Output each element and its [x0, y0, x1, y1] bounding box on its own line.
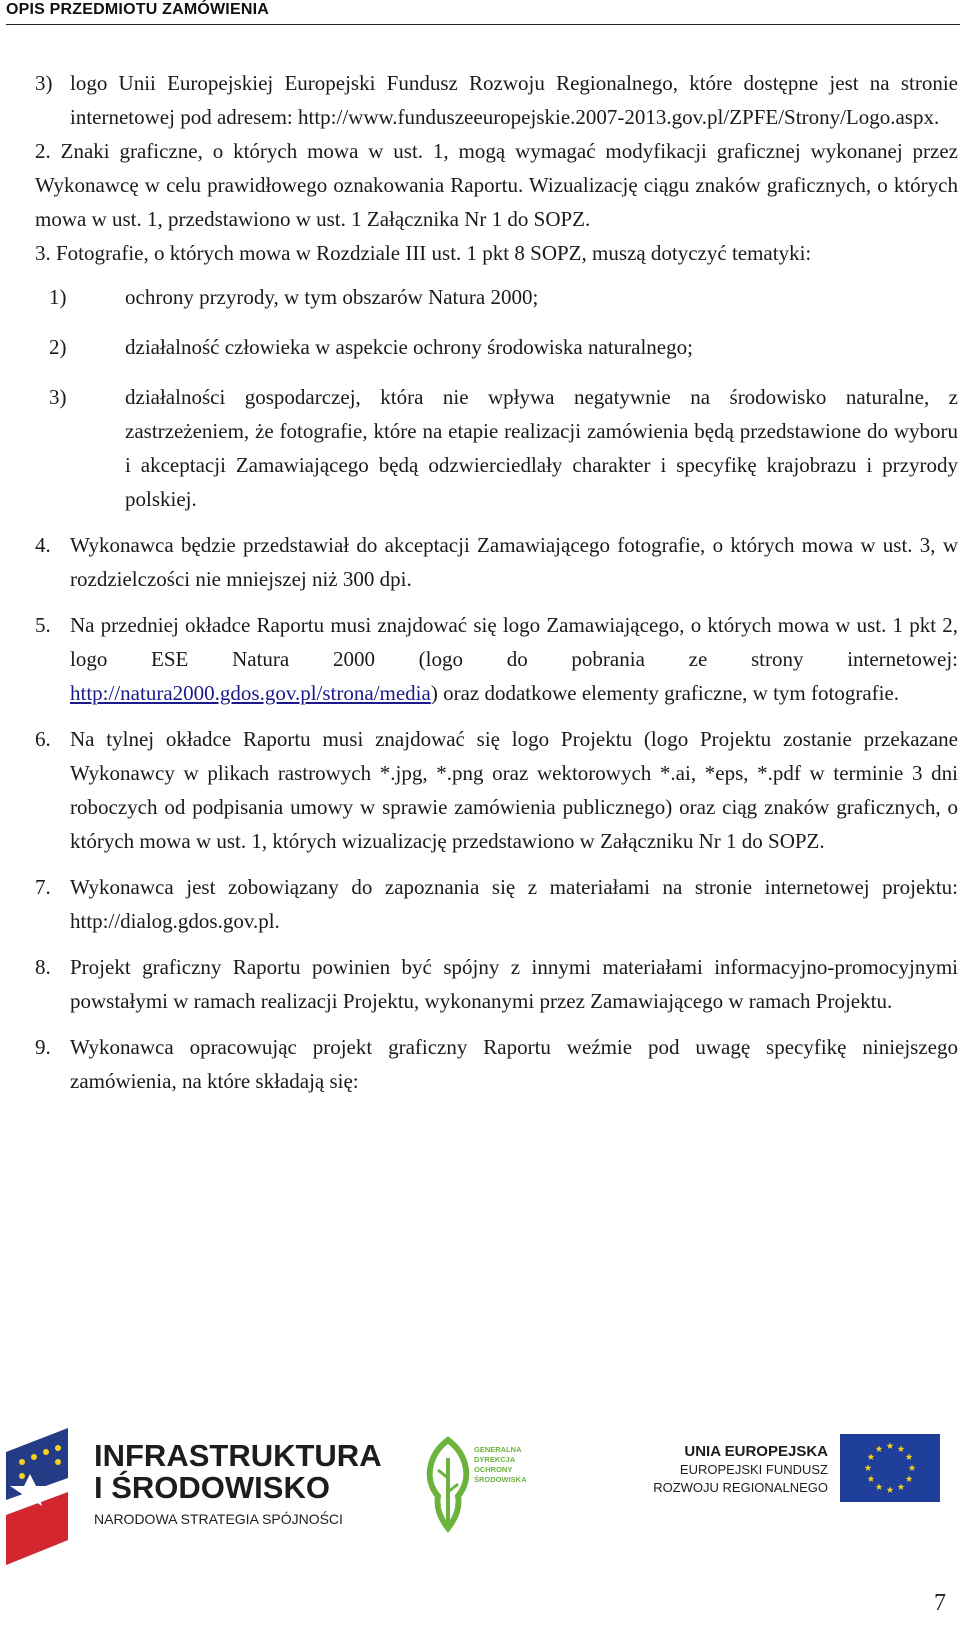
sub-list-item [35, 380, 958, 516]
list-item [35, 870, 958, 938]
document-body [35, 66, 958, 1098]
item-text: ochrony przyrody, w tym obszarów Natura 2000; [125, 285, 539, 309]
eu-line1: UNIA EUROPEJSKA [684, 1443, 828, 1460]
footer-logos [0, 1400, 960, 1630]
gdos-line2: DYREKCJA [474, 1455, 516, 1464]
eu-line3: ROZWOJU REGIONALNEGO [653, 1480, 828, 1495]
item-text: działalności gospodarczej, która nie wpływa negatywnie na środowisko naturalne, z zastrzeżeniem, że fotografie, które na etapie realizacji zamówienia będą przedstawione do wyboru i akceptacji Zamawiającego będą odzwierciedlały charakter i specyfikę krajobrazu i przyrody polskiej. [125, 385, 958, 511]
item-text: Na przedniej okładce Raportu musi znajdować się logo Zamawiającego, o których mowa w ust. 1 pkt 2, logo ESE Natura 2000 (logo do pobrania ze strony internetowej: [70, 613, 958, 671]
gdos-logo [430, 1440, 527, 1528]
item-number: 7. [35, 875, 51, 899]
page-number: 7 [934, 1590, 946, 1616]
eu-line2: EUROPEJSKI FUNDUSZ [679, 1462, 828, 1477]
item-text: Wykonawca opracowując projekt graficzny Raportu weźmie pod uwagę specyfikę niniejszego zamówienia, na które składają się: [70, 1035, 958, 1093]
natura2000-link[interactable]: http://natura2000.gdos.gov.pl/strona/media [70, 681, 431, 705]
item-number: 5. [35, 613, 51, 637]
logos-svg [0, 1400, 960, 1630]
sub-list-item [35, 330, 958, 364]
item-number: 3. [35, 241, 51, 265]
list-item [35, 1030, 958, 1098]
item-text: Wykonawca będzie przedstawiał do akceptacji Zamawiającego fotografie, o których mowa w ust. 3, w rozdzielczości nie mniejszej niż 300 dpi. [70, 533, 958, 591]
list-item [35, 608, 958, 710]
list-item [35, 722, 958, 858]
infra-line3: NARODOWA STRATEGIA SPÓJNOŚCI [94, 1511, 343, 1527]
infrastruktura-logo [6, 1428, 382, 1565]
gdos-line4: ŚRODOWISKA [474, 1475, 527, 1484]
item-number: 9. [35, 1035, 51, 1059]
item-number: 6. [35, 727, 51, 751]
item-number: 1) [49, 285, 67, 309]
gdos-line1: GENERALNA [474, 1445, 522, 1454]
item-text: Projekt graficzny Raportu powinien być spójny z innymi materiałami informacyjno-promocyjnymi powstałymi w ramach realizacji Projektu, wykonanymi przez Zamawiającego w ramach Projektu. [70, 955, 958, 1013]
sub-list-item [35, 280, 958, 314]
item-text: Na tylnej okładce Raportu musi znajdować się logo Projektu (logo Projektu zostanie przekazane Wykonawcy w plikach rastrowych *.jpg, *.png oraz wektorowych *.ai, *eps, *.pdf w terminie 3 dni roboczych od podpisania umowy w sprawie zamówienia publicznego) oraz ciąg znaków graficznych, o których mowa w ust. 1, których wizualizację przedstawiono w Załączniku Nr 1 do SOPZ. [70, 727, 958, 853]
list-item [35, 66, 958, 134]
list-item [35, 950, 958, 1018]
item-number: 4. [35, 533, 51, 557]
item-number: 3) [49, 385, 67, 409]
gdos-line3: OCHRONY [474, 1465, 513, 1474]
item-text: Znaki graficzne, o których mowa w ust. 1, mogą wymagać modyfikacji graficznej wykonanej przez Wykonawcę w celu prawidłowego oznakowania Raportu. Wizualizację ciągu znaków graficznych, o których mowa w ust. 1, przedstawiono w ust. 1 Załącznika Nr 1 do SOPZ. [35, 139, 959, 231]
page-header [6, 0, 960, 25]
item-text: działalność człowieka w aspekcie ochrony środowiska naturalnego; [125, 335, 693, 359]
eu-logo [653, 1434, 940, 1502]
paragraph-3 [35, 236, 958, 270]
list-item [35, 528, 958, 596]
item-number: 8. [35, 955, 51, 979]
infra-line1: INFRASTRUKTURA [94, 1438, 382, 1473]
paragraph-2 [35, 134, 958, 236]
item-number: 2. [35, 139, 51, 163]
item-text: ) oraz dodatkowe elementy graficzne, w tym fotografie. [430, 681, 900, 705]
item-number: 2) [49, 335, 67, 359]
item-text: logo Unii Europejskiej Europejski Fundusz Rozwoju Regionalnego, które dostępne jest na stronie internetowej pod adresem: http://www.funduszeeuropejskie.2007-2013.gov.pl/ZPFE/Strony/Logo.aspx. [70, 71, 958, 129]
item-text: Wykonawca jest zobowiązany do zapoznania się z materiałami na stronie internetowej projektu: http://dialog.gdos.gov.pl. [70, 875, 958, 933]
infra-line2: I ŚRODOWISKO [94, 1470, 330, 1505]
item-text: Fotografie, o których mowa w Rozdziale III ust. 1 pkt 8 SOPZ, muszą dotyczyć tematyki: [56, 241, 812, 265]
item-number: 3) [35, 71, 53, 95]
header-title: OPIS PRZEDMIOTU ZAMÓWIENIA [6, 1, 269, 18]
